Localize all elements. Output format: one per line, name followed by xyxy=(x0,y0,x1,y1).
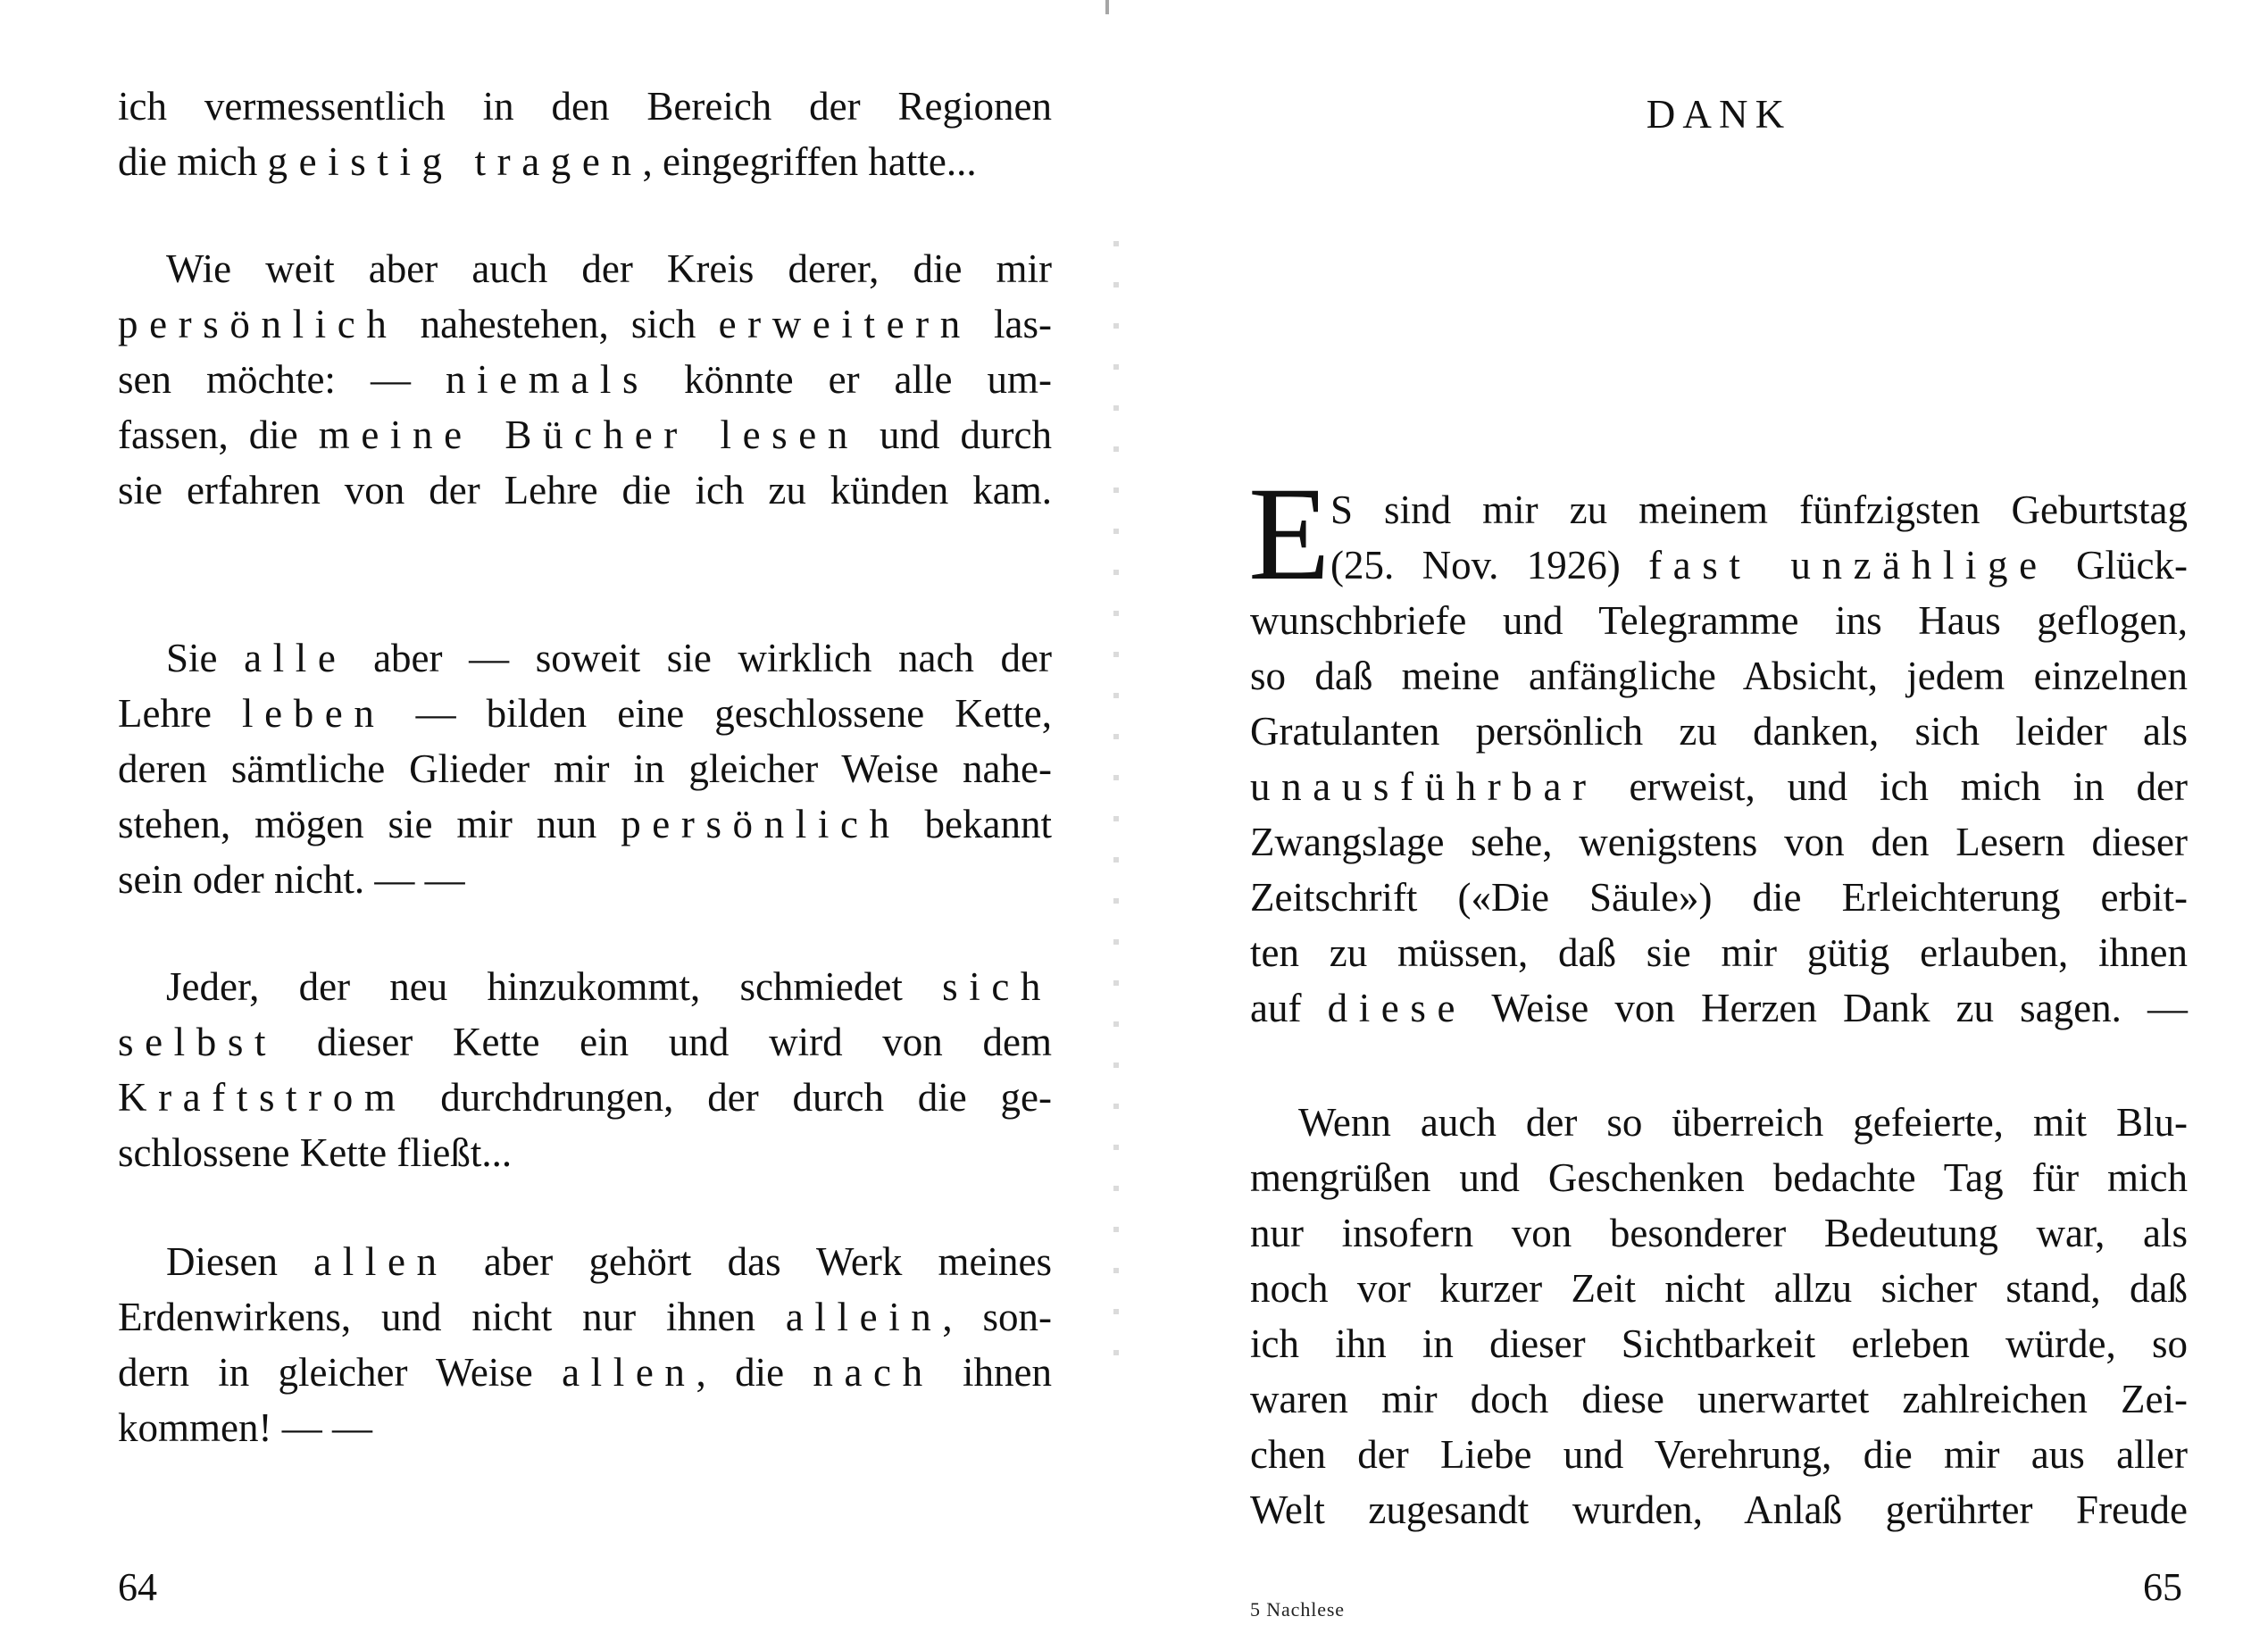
line-text: Sie xyxy=(166,636,245,680)
page-number-right: 65 xyxy=(2143,1565,2182,1609)
line-text: aber gehört das Werk meines xyxy=(447,1239,1052,1284)
line-text: könnte er alle um- xyxy=(649,357,1052,402)
line-text: ich vermessentlich in den Bereich der Regionen xyxy=(118,84,1052,129)
line-text: aber — soweit sie wirklich nach der xyxy=(346,636,1052,680)
line-text: auf xyxy=(1250,986,1328,1030)
spaced-emphasis: erweitern xyxy=(718,302,971,346)
line-text: chen der Liebe und Verehrung, die mir aus aller xyxy=(1250,1432,2188,1477)
text-line xyxy=(118,1070,1052,1125)
spaced-emphasis: Kraftstrom xyxy=(118,1075,407,1120)
line-text: Jeder, der neu hinzukommt, schmiedet xyxy=(166,964,943,1009)
line-text: , eingegriffen hatte... xyxy=(642,139,977,184)
text-line xyxy=(118,296,1052,352)
line-text: , die xyxy=(696,1350,813,1395)
line-text: sie erfahren von der Lehre die ich zu künden kam. xyxy=(118,468,1052,512)
text-line xyxy=(118,79,1052,134)
line-text: Diesen xyxy=(166,1239,314,1284)
line-text: dieser Kette ein und wird von dem xyxy=(277,1020,1052,1064)
line-text: nur insofern von besonderer Bedeutung war, als xyxy=(1250,1211,2188,1255)
line-text: nahestehen, sich xyxy=(397,302,719,346)
text-line xyxy=(166,1234,1052,1289)
line-text: und durch xyxy=(858,412,1052,457)
spaced-emphasis: allein xyxy=(785,1295,943,1339)
line-text: so daß meine anfängliche Absicht, jedem einzelnen xyxy=(1250,654,2188,698)
text-line xyxy=(1298,1095,2188,1150)
text-line xyxy=(1250,1316,2188,1371)
line-text: Gratulanten persönlich zu danken, sich leider als xyxy=(1250,709,2188,754)
text-line xyxy=(118,686,1052,741)
spaced-emphasis: leben xyxy=(242,691,386,736)
spaced-emphasis: allen xyxy=(562,1350,696,1395)
spaced-emphasis: fast unzählige xyxy=(1648,543,2048,588)
spaced-emphasis: persönlich xyxy=(621,802,901,846)
line-text: mengrüßen und Geschenken bedachte Tag für mich xyxy=(1250,1155,2188,1200)
line-text: — bilden eine geschlossene Kette, xyxy=(385,691,1052,736)
text-line xyxy=(1250,1371,2188,1427)
line-text: Glück- xyxy=(2047,543,2188,588)
text-line xyxy=(166,959,1052,1014)
text-line xyxy=(118,1289,1052,1345)
text-line xyxy=(118,741,1052,796)
spaced-emphasis: diese xyxy=(1327,986,1467,1030)
line-text: sein oder nicht. — — xyxy=(118,857,465,902)
text-line xyxy=(1250,814,2188,870)
line-text: Welt zugesandt wurden, Anlaß gerührter Freude xyxy=(1250,1488,2188,1532)
spaced-emphasis: alle xyxy=(244,636,347,680)
text-line xyxy=(1250,1150,2188,1205)
line-text: deren sämtliche Glieder mir in gleicher Weise nahe- xyxy=(118,746,1052,791)
line-text: waren mir doch diese unerwartet zahlreichen Zei- xyxy=(1250,1377,2188,1421)
line-text: ihnen xyxy=(933,1350,1052,1395)
text-line xyxy=(1250,759,2188,814)
text-line xyxy=(118,852,1052,907)
drop-cap: E xyxy=(1248,460,1330,608)
text-line xyxy=(1250,980,2188,1036)
text-line xyxy=(1250,1261,2188,1316)
line-text: Zeitschrift («Die Säule») die Erleichterung erbit- xyxy=(1250,875,2188,920)
spaced-emphasis: allen xyxy=(313,1239,448,1284)
line-text: die mich xyxy=(118,139,268,184)
text-line xyxy=(118,1345,1052,1400)
signature-mark: 5 Nachlese xyxy=(1250,1598,1345,1621)
line-text: bekannt xyxy=(900,802,1052,846)
gutter-shadow xyxy=(1113,241,1119,1357)
spaced-emphasis: geistig tragen xyxy=(267,139,643,184)
line-text: erweist, und ich mich in der xyxy=(1597,764,2188,809)
text-line xyxy=(1250,648,2188,704)
spaced-emphasis: persönlich xyxy=(118,302,398,346)
line-text: Zwangslage sehe, wenigstens von den Lesern dieser xyxy=(1250,820,2188,864)
line-text: ich ihn in dieser Sichtbarkeit erleben würde, so xyxy=(1250,1321,2188,1366)
line-text: fassen, die xyxy=(118,412,319,457)
text-line xyxy=(1330,482,2188,538)
line-text: (25. Nov. 1926) xyxy=(1330,543,1649,588)
spaced-emphasis: nach xyxy=(813,1350,934,1395)
text-line xyxy=(118,1400,1052,1455)
page-number-left: 64 xyxy=(118,1565,157,1609)
text-line xyxy=(118,352,1052,407)
spaced-emphasis: sich xyxy=(942,964,1052,1009)
line-text: las- xyxy=(971,302,1052,346)
line-text: noch vor kurzer Zeit nicht allzu sicher stand, daß xyxy=(1250,1266,2188,1311)
line-text: sen möchte: — xyxy=(118,357,446,402)
line-text: S sind mir zu meinem fünfzigsten Geburtstag xyxy=(1330,488,2188,532)
text-line xyxy=(1250,704,2188,759)
spaced-emphasis: meine Bücher lesen xyxy=(318,412,859,457)
line-text: Lehre xyxy=(118,691,243,736)
spaced-emphasis: niemals xyxy=(445,357,650,402)
chapter-title: DANK xyxy=(1646,92,1792,137)
line-text: dern in gleicher Weise xyxy=(118,1350,563,1395)
text-line xyxy=(1330,538,2188,593)
line-text: , son- xyxy=(942,1295,1053,1339)
text-line xyxy=(1250,925,2188,980)
line-text: ten zu müssen, daß sie mir gütig erlauben, ihnen xyxy=(1250,930,2188,975)
text-line xyxy=(1250,1427,2188,1482)
text-line xyxy=(118,1014,1052,1070)
text-line xyxy=(1250,870,2188,925)
text-line xyxy=(1250,593,2188,648)
line-text: durchdrungen, der durch die ge- xyxy=(406,1075,1052,1120)
line-text: wunschbriefe und Telegramme ins Haus geflogen, xyxy=(1250,598,2188,643)
text-line xyxy=(118,462,1052,518)
line-text: Wie weit aber auch der Kreis derer, die mir xyxy=(166,246,1052,291)
spaced-emphasis: selbst xyxy=(118,1020,278,1064)
line-text: Wenn auch der so überreich gefeierte, mit Blu- xyxy=(1298,1100,2188,1145)
text-line xyxy=(118,134,1052,189)
text-line xyxy=(166,241,1052,296)
text-line xyxy=(118,407,1052,462)
line-text: Weise von Herzen Dank zu sagen. — xyxy=(1466,986,2188,1030)
spaced-emphasis: unausführbar xyxy=(1250,764,1597,809)
line-text: kommen! — — xyxy=(118,1405,372,1450)
line-text: stehen, mögen sie mir nun xyxy=(118,802,621,846)
line-text: schlossene Kette fließt... xyxy=(118,1130,513,1175)
line-text: Erdenwirkens, und nicht nur ihnen xyxy=(118,1295,786,1339)
text-line xyxy=(1250,1482,2188,1538)
text-line xyxy=(118,1125,1052,1180)
text-line xyxy=(1250,1205,2188,1261)
text-line xyxy=(166,630,1052,686)
text-line xyxy=(118,796,1052,852)
